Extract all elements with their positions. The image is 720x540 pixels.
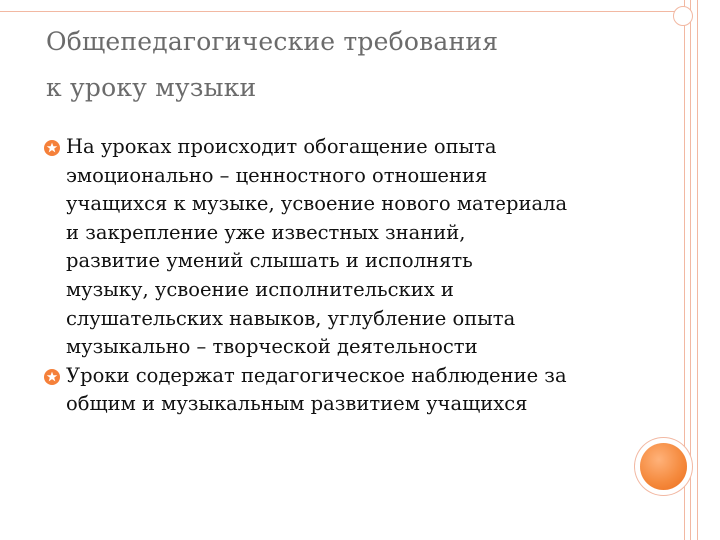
bullet-line: слушательских навыков, углубление опыта <box>66 306 516 330</box>
bullet-line: музыкально – творческой деятельности <box>66 335 478 359</box>
bullet-line: На уроках происходит обогащение опыта <box>66 135 497 158</box>
bullet-text <box>66 362 626 419</box>
orange-circle-ornament-icon <box>640 443 687 490</box>
frame-vertical-line <box>697 0 698 540</box>
bullet-line: учащихся к музыке, усвоение нового материала <box>66 192 568 216</box>
title-line-2: к уроку музыки <box>46 73 257 102</box>
bullet-line: эмоционально – ценностного отношения <box>66 163 488 187</box>
bullet-line: Уроки содержат педагогическое наблюдение за <box>66 363 567 387</box>
bullet-line: общим и музыкальным развитием учащихся <box>66 392 528 416</box>
ring-ornament-icon <box>673 6 693 26</box>
bullet-item <box>46 133 626 362</box>
bullet-item <box>46 362 626 419</box>
bullet-list <box>46 133 626 419</box>
title-line-1: Общепедагогические требования <box>46 27 499 56</box>
bullet-text <box>66 133 626 362</box>
bullet-line: развитие умений слышать и исполнять <box>66 249 473 273</box>
bullet-line: музыку, усвоение исполнительских и <box>66 277 454 301</box>
bullet-line: и закрепление уже известных знаний, <box>66 220 466 244</box>
slide-title <box>46 27 646 103</box>
star-bullet-icon <box>44 369 60 385</box>
frame-vertical-line <box>690 0 691 540</box>
star-bullet-icon <box>44 140 60 156</box>
frame-top-line <box>0 11 690 12</box>
